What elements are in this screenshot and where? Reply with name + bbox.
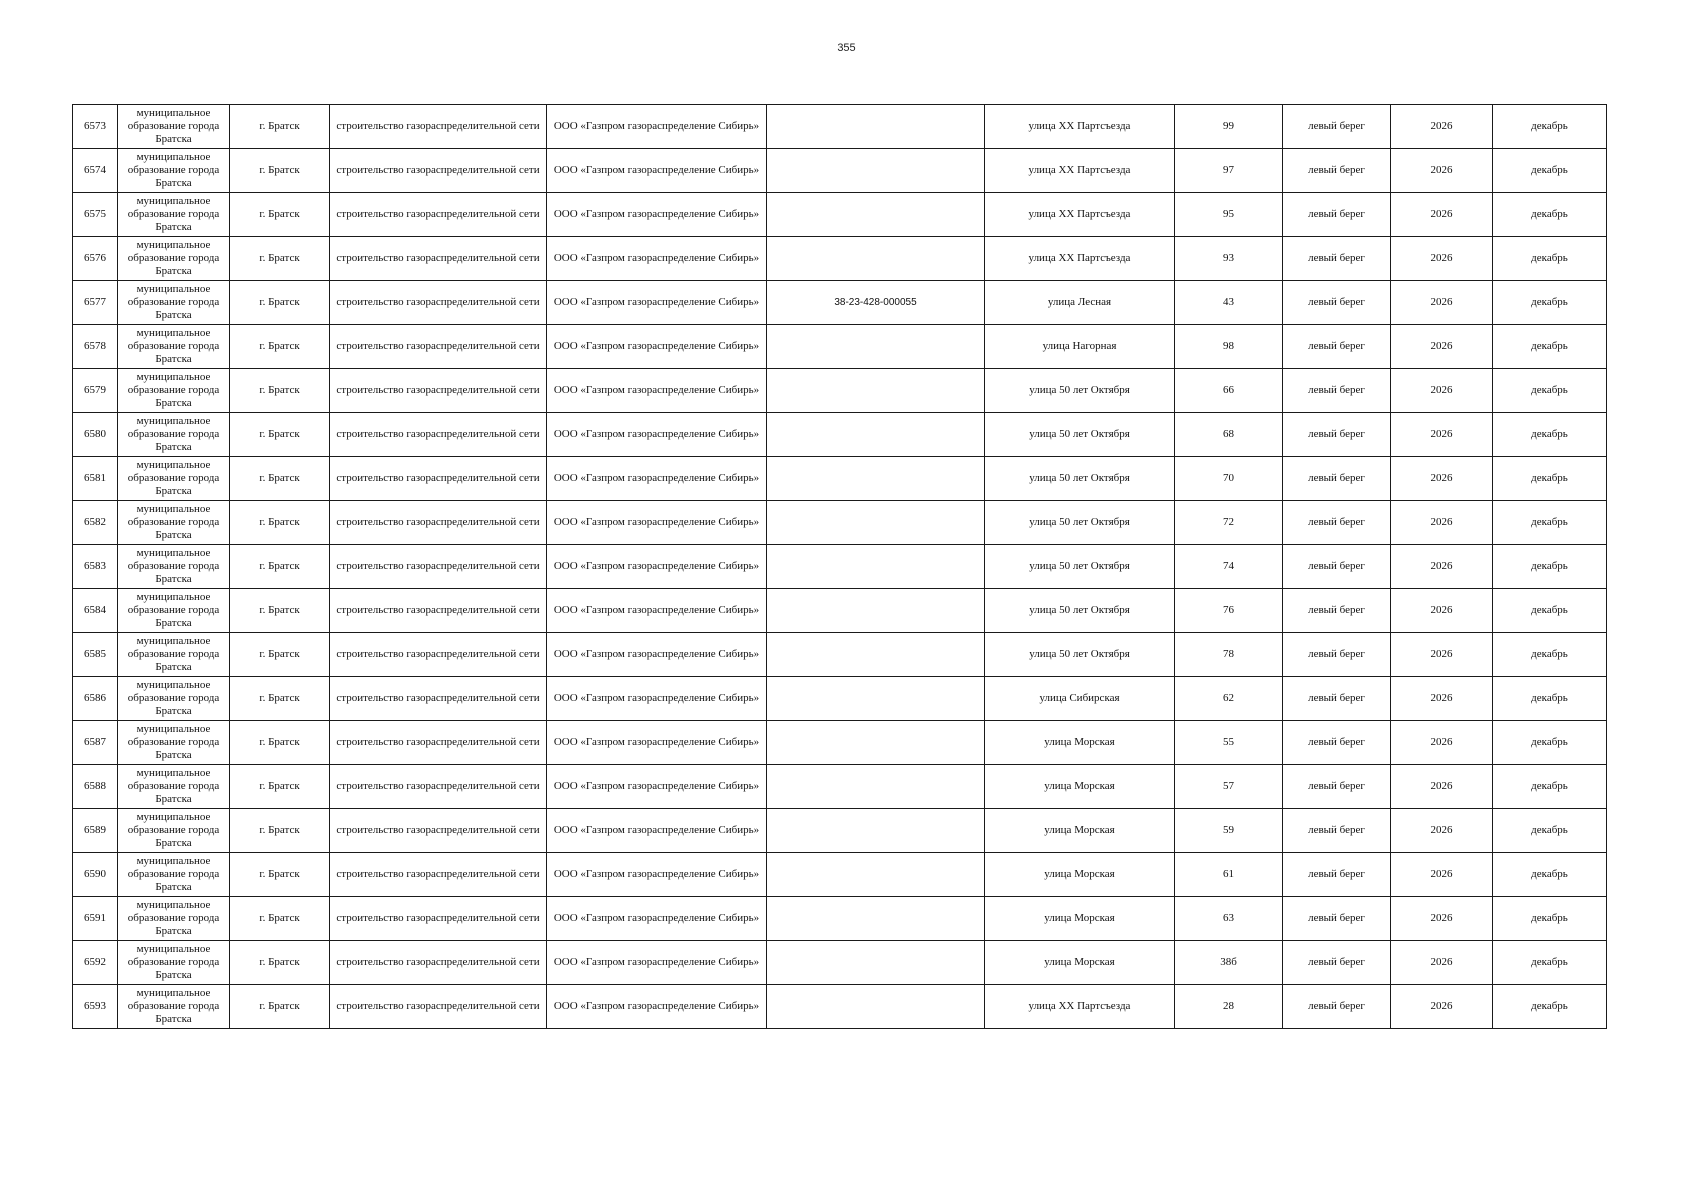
organization-cell: ООО «Газпром газораспределение Сибирь» (547, 237, 767, 281)
municipality-cell: муниципальное образование города Братска (118, 853, 230, 897)
street-cell: улица Морская (985, 721, 1175, 765)
cadastral-number-cell (767, 633, 985, 677)
cadastral-number-cell (767, 853, 985, 897)
house-number-cell: 66 (1175, 369, 1283, 413)
work-type-cell: строительство газораспределительной сети (330, 765, 547, 809)
municipality-cell: муниципальное образование города Братска (118, 985, 230, 1029)
month-cell: декабрь (1493, 897, 1607, 941)
house-number-cell: 93 (1175, 237, 1283, 281)
table-row (73, 985, 1607, 1029)
work-type-cell: строительство газораспределительной сети (330, 545, 547, 589)
table-row (73, 765, 1607, 809)
house-number-cell: 61 (1175, 853, 1283, 897)
year-cell: 2026 (1391, 105, 1493, 149)
street-cell: улица Морская (985, 809, 1175, 853)
work-type-cell: строительство газораспределительной сети (330, 589, 547, 633)
street-cell: улица Морская (985, 853, 1175, 897)
organization-cell: ООО «Газпром газораспределение Сибирь» (547, 149, 767, 193)
cadastral-number-cell (767, 677, 985, 721)
municipality-cell: муниципальное образование города Братска (118, 325, 230, 369)
district-cell: левый берег (1283, 237, 1391, 281)
municipality-cell: муниципальное образование города Братска (118, 941, 230, 985)
locality-cell: г. Братск (230, 457, 330, 501)
month-cell: декабрь (1493, 589, 1607, 633)
locality-cell: г. Братск (230, 501, 330, 545)
month-cell: декабрь (1493, 941, 1607, 985)
row-number-cell: 6586 (73, 677, 118, 721)
locality-cell: г. Братск (230, 809, 330, 853)
municipality-cell: муниципальное образование города Братска (118, 281, 230, 325)
table-row (73, 325, 1607, 369)
locality-cell: г. Братск (230, 545, 330, 589)
street-cell: улица Сибирская (985, 677, 1175, 721)
month-cell: декабрь (1493, 105, 1607, 149)
month-cell: декабрь (1493, 281, 1607, 325)
table-row (73, 545, 1607, 589)
year-cell: 2026 (1391, 721, 1493, 765)
table-row (73, 149, 1607, 193)
month-cell: декабрь (1493, 853, 1607, 897)
street-cell: улица 50 лет Октября (985, 457, 1175, 501)
district-cell: левый берег (1283, 281, 1391, 325)
row-number-cell: 6592 (73, 941, 118, 985)
municipality-cell: муниципальное образование города Братска (118, 105, 230, 149)
municipality-cell: муниципальное образование города Братска (118, 457, 230, 501)
municipality-cell: муниципальное образование города Братска (118, 237, 230, 281)
organization-cell: ООО «Газпром газораспределение Сибирь» (547, 369, 767, 413)
house-number-cell: 74 (1175, 545, 1283, 589)
work-type-cell: строительство газораспределительной сети (330, 413, 547, 457)
work-type-cell: строительство газораспределительной сети (330, 193, 547, 237)
house-number-cell: 70 (1175, 457, 1283, 501)
cadastral-number-cell (767, 985, 985, 1029)
year-cell: 2026 (1391, 369, 1493, 413)
district-cell: левый берег (1283, 457, 1391, 501)
street-cell: улица 50 лет Октября (985, 501, 1175, 545)
house-number-cell: 78 (1175, 633, 1283, 677)
work-type-cell: строительство газораспределительной сети (330, 457, 547, 501)
organization-cell: ООО «Газпром газораспределение Сибирь» (547, 413, 767, 457)
year-cell: 2026 (1391, 765, 1493, 809)
row-number-cell: 6576 (73, 237, 118, 281)
organization-cell: ООО «Газпром газораспределение Сибирь» (547, 765, 767, 809)
table-row (73, 281, 1607, 325)
month-cell: декабрь (1493, 809, 1607, 853)
year-cell: 2026 (1391, 413, 1493, 457)
cadastral-number-cell (767, 237, 985, 281)
district-cell: левый берег (1283, 413, 1391, 457)
row-number-cell: 6580 (73, 413, 118, 457)
year-cell: 2026 (1391, 149, 1493, 193)
table-row (73, 105, 1607, 149)
district-cell: левый берег (1283, 677, 1391, 721)
year-cell: 2026 (1391, 589, 1493, 633)
locality-cell: г. Братск (230, 765, 330, 809)
table-row (73, 369, 1607, 413)
year-cell: 2026 (1391, 501, 1493, 545)
work-type-cell: строительство газораспределительной сети (330, 897, 547, 941)
district-cell: левый берег (1283, 853, 1391, 897)
organization-cell: ООО «Газпром газораспределение Сибирь» (547, 325, 767, 369)
municipality-cell: муниципальное образование города Братска (118, 897, 230, 941)
row-number-cell: 6588 (73, 765, 118, 809)
locality-cell: г. Братск (230, 633, 330, 677)
municipality-cell: муниципальное образование города Братска (118, 369, 230, 413)
house-number-cell: 59 (1175, 809, 1283, 853)
municipality-cell: муниципальное образование города Братска (118, 765, 230, 809)
street-cell: улица Нагорная (985, 325, 1175, 369)
house-number-cell: 72 (1175, 501, 1283, 545)
cadastral-number-cell (767, 325, 985, 369)
table-row (73, 809, 1607, 853)
municipality-cell: муниципальное образование города Братска (118, 193, 230, 237)
table-row (73, 457, 1607, 501)
row-number-cell: 6573 (73, 105, 118, 149)
row-number-cell: 6593 (73, 985, 118, 1029)
year-cell: 2026 (1391, 457, 1493, 501)
district-cell: левый берег (1283, 985, 1391, 1029)
row-number-cell: 6584 (73, 589, 118, 633)
cadastral-number-cell (767, 413, 985, 457)
organization-cell: ООО «Газпром газораспределение Сибирь» (547, 985, 767, 1029)
table-row (73, 721, 1607, 765)
street-cell: улица Морская (985, 941, 1175, 985)
organization-cell: ООО «Газпром газораспределение Сибирь» (547, 721, 767, 765)
work-type-cell: строительство газораспределительной сети (330, 325, 547, 369)
house-number-cell: 98 (1175, 325, 1283, 369)
cadastral-number-cell (767, 149, 985, 193)
year-cell: 2026 (1391, 193, 1493, 237)
locality-cell: г. Братск (230, 897, 330, 941)
municipality-cell: муниципальное образование города Братска (118, 149, 230, 193)
row-number-cell: 6589 (73, 809, 118, 853)
municipality-cell: муниципальное образование города Братска (118, 413, 230, 457)
table-row (73, 237, 1607, 281)
work-type-cell: строительство газораспределительной сети (330, 105, 547, 149)
month-cell: декабрь (1493, 149, 1607, 193)
year-cell: 2026 (1391, 325, 1493, 369)
work-type-cell: строительство газораспределительной сети (330, 809, 547, 853)
work-type-cell: строительство газораспределительной сети (330, 501, 547, 545)
district-cell: левый берег (1283, 589, 1391, 633)
locality-cell: г. Братск (230, 941, 330, 985)
month-cell: декабрь (1493, 545, 1607, 589)
district-cell: левый берег (1283, 149, 1391, 193)
year-cell: 2026 (1391, 633, 1493, 677)
district-cell: левый берег (1283, 369, 1391, 413)
cadastral-number-cell (767, 809, 985, 853)
street-cell: улица XX Партсъезда (985, 237, 1175, 281)
month-cell: декабрь (1493, 765, 1607, 809)
organization-cell: ООО «Газпром газораспределение Сибирь» (547, 193, 767, 237)
table-row (73, 501, 1607, 545)
organization-cell: ООО «Газпром газораспределение Сибирь» (547, 677, 767, 721)
locality-cell: г. Братск (230, 281, 330, 325)
table-row (73, 589, 1607, 633)
page-number: 355 (837, 42, 856, 54)
locality-cell: г. Братск (230, 413, 330, 457)
street-cell: улица 50 лет Октября (985, 589, 1175, 633)
locality-cell: г. Братск (230, 721, 330, 765)
year-cell: 2026 (1391, 237, 1493, 281)
year-cell: 2026 (1391, 281, 1493, 325)
street-cell: улица 50 лет Октября (985, 633, 1175, 677)
cadastral-number-cell (767, 589, 985, 633)
work-type-cell: строительство газораспределительной сети (330, 985, 547, 1029)
house-number-cell: 95 (1175, 193, 1283, 237)
cadastral-number-cell (767, 193, 985, 237)
district-cell: левый берег (1283, 501, 1391, 545)
house-number-cell: 63 (1175, 897, 1283, 941)
municipality-cell: муниципальное образование города Братска (118, 809, 230, 853)
table-row (73, 677, 1607, 721)
house-number-cell: 99 (1175, 105, 1283, 149)
organization-cell: ООО «Газпром газораспределение Сибирь» (547, 633, 767, 677)
organization-cell: ООО «Газпром газораспределение Сибирь» (547, 281, 767, 325)
district-cell: левый берег (1283, 897, 1391, 941)
row-number-cell: 6582 (73, 501, 118, 545)
work-type-cell: строительство газораспределительной сети (330, 853, 547, 897)
district-cell: левый берег (1283, 545, 1391, 589)
work-type-cell: строительство газораспределительной сети (330, 281, 547, 325)
year-cell: 2026 (1391, 985, 1493, 1029)
year-cell: 2026 (1391, 897, 1493, 941)
organization-cell: ООО «Газпром газораспределение Сибирь» (547, 501, 767, 545)
house-number-cell: 55 (1175, 721, 1283, 765)
month-cell: декабрь (1493, 677, 1607, 721)
row-number-cell: 6575 (73, 193, 118, 237)
work-type-cell: строительство газораспределительной сети (330, 941, 547, 985)
table-row (73, 897, 1607, 941)
table-row (73, 941, 1607, 985)
locality-cell: г. Братск (230, 985, 330, 1029)
year-cell: 2026 (1391, 545, 1493, 589)
cadastral-number-cell (767, 941, 985, 985)
municipality-cell: муниципальное образование города Братска (118, 545, 230, 589)
work-type-cell: строительство газораспределительной сети (330, 633, 547, 677)
street-cell: улица 50 лет Октября (985, 369, 1175, 413)
locality-cell: г. Братск (230, 325, 330, 369)
work-type-cell: строительство газораспределительной сети (330, 237, 547, 281)
municipality-cell: муниципальное образование города Братска (118, 721, 230, 765)
organization-cell: ООО «Газпром газораспределение Сибирь» (547, 853, 767, 897)
registry-table (72, 104, 1607, 1029)
district-cell: левый берег (1283, 105, 1391, 149)
row-number-cell: 6590 (73, 853, 118, 897)
table-row (73, 413, 1607, 457)
table-row (73, 193, 1607, 237)
house-number-cell: 28 (1175, 985, 1283, 1029)
month-cell: декабрь (1493, 369, 1607, 413)
month-cell: декабрь (1493, 721, 1607, 765)
district-cell: левый берег (1283, 809, 1391, 853)
house-number-cell: 62 (1175, 677, 1283, 721)
house-number-cell: 76 (1175, 589, 1283, 633)
locality-cell: г. Братск (230, 853, 330, 897)
locality-cell: г. Братск (230, 237, 330, 281)
street-cell: улица 50 лет Октября (985, 413, 1175, 457)
table-row (73, 633, 1607, 677)
year-cell: 2026 (1391, 809, 1493, 853)
row-number-cell: 6591 (73, 897, 118, 941)
month-cell: декабрь (1493, 457, 1607, 501)
month-cell: декабрь (1493, 237, 1607, 281)
locality-cell: г. Братск (230, 677, 330, 721)
work-type-cell: строительство газораспределительной сети (330, 149, 547, 193)
row-number-cell: 6585 (73, 633, 118, 677)
street-cell: улица 50 лет Октября (985, 545, 1175, 589)
cadastral-number-cell: 38-23-428-000055 (767, 281, 985, 325)
district-cell: левый берег (1283, 325, 1391, 369)
month-cell: декабрь (1493, 325, 1607, 369)
month-cell: декабрь (1493, 413, 1607, 457)
locality-cell: г. Братск (230, 589, 330, 633)
year-cell: 2026 (1391, 941, 1493, 985)
cadastral-number-cell (767, 897, 985, 941)
row-number-cell: 6577 (73, 281, 118, 325)
street-cell: улица Морская (985, 897, 1175, 941)
district-cell: левый берег (1283, 765, 1391, 809)
street-cell: улица XX Партсъезда (985, 105, 1175, 149)
district-cell: левый берег (1283, 941, 1391, 985)
cadastral-number-cell (767, 105, 985, 149)
locality-cell: г. Братск (230, 369, 330, 413)
cadastral-number-cell (767, 501, 985, 545)
organization-cell: ООО «Газпром газораспределение Сибирь» (547, 809, 767, 853)
municipality-cell: муниципальное образование города Братска (118, 677, 230, 721)
organization-cell: ООО «Газпром газораспределение Сибирь» (547, 589, 767, 633)
municipality-cell: муниципальное образование города Братска (118, 589, 230, 633)
row-number-cell: 6583 (73, 545, 118, 589)
house-number-cell: 68 (1175, 413, 1283, 457)
month-cell: декабрь (1493, 633, 1607, 677)
month-cell: декабрь (1493, 501, 1607, 545)
locality-cell: г. Братск (230, 149, 330, 193)
street-cell: улица XX Партсъезда (985, 985, 1175, 1029)
organization-cell: ООО «Газпром газораспределение Сибирь» (547, 457, 767, 501)
locality-cell: г. Братск (230, 193, 330, 237)
street-cell: улица XX Партсъезда (985, 149, 1175, 193)
district-cell: левый берег (1283, 193, 1391, 237)
work-type-cell: строительство газораспределительной сети (330, 677, 547, 721)
row-number-cell: 6587 (73, 721, 118, 765)
work-type-cell: строительство газораспределительной сети (330, 369, 547, 413)
month-cell: декабрь (1493, 193, 1607, 237)
locality-cell: г. Братск (230, 105, 330, 149)
organization-cell: ООО «Газпром газораспределение Сибирь» (547, 105, 767, 149)
year-cell: 2026 (1391, 677, 1493, 721)
row-number-cell: 6578 (73, 325, 118, 369)
house-number-cell: 57 (1175, 765, 1283, 809)
house-number-cell: 43 (1175, 281, 1283, 325)
house-number-cell: 97 (1175, 149, 1283, 193)
organization-cell: ООО «Газпром газораспределение Сибирь» (547, 897, 767, 941)
cadastral-number-cell (767, 457, 985, 501)
house-number-cell: 38б (1175, 941, 1283, 985)
cadastral-number-cell (767, 369, 985, 413)
table-row (73, 853, 1607, 897)
district-cell: левый берег (1283, 633, 1391, 677)
cadastral-number-cell (767, 721, 985, 765)
month-cell: декабрь (1493, 985, 1607, 1029)
street-cell: улица Морская (985, 765, 1175, 809)
row-number-cell: 6574 (73, 149, 118, 193)
organization-cell: ООО «Газпром газораспределение Сибирь» (547, 941, 767, 985)
cadastral-number-cell (767, 545, 985, 589)
work-type-cell: строительство газораспределительной сети (330, 721, 547, 765)
street-cell: улица XX Партсъезда (985, 193, 1175, 237)
street-cell: улица Лесная (985, 281, 1175, 325)
row-number-cell: 6579 (73, 369, 118, 413)
registry-body (73, 105, 1607, 1029)
year-cell: 2026 (1391, 853, 1493, 897)
district-cell: левый берег (1283, 721, 1391, 765)
municipality-cell: муниципальное образование города Братска (118, 501, 230, 545)
municipality-cell: муниципальное образование города Братска (118, 633, 230, 677)
cadastral-number-cell (767, 765, 985, 809)
organization-cell: ООО «Газпром газораспределение Сибирь» (547, 545, 767, 589)
row-number-cell: 6581 (73, 457, 118, 501)
